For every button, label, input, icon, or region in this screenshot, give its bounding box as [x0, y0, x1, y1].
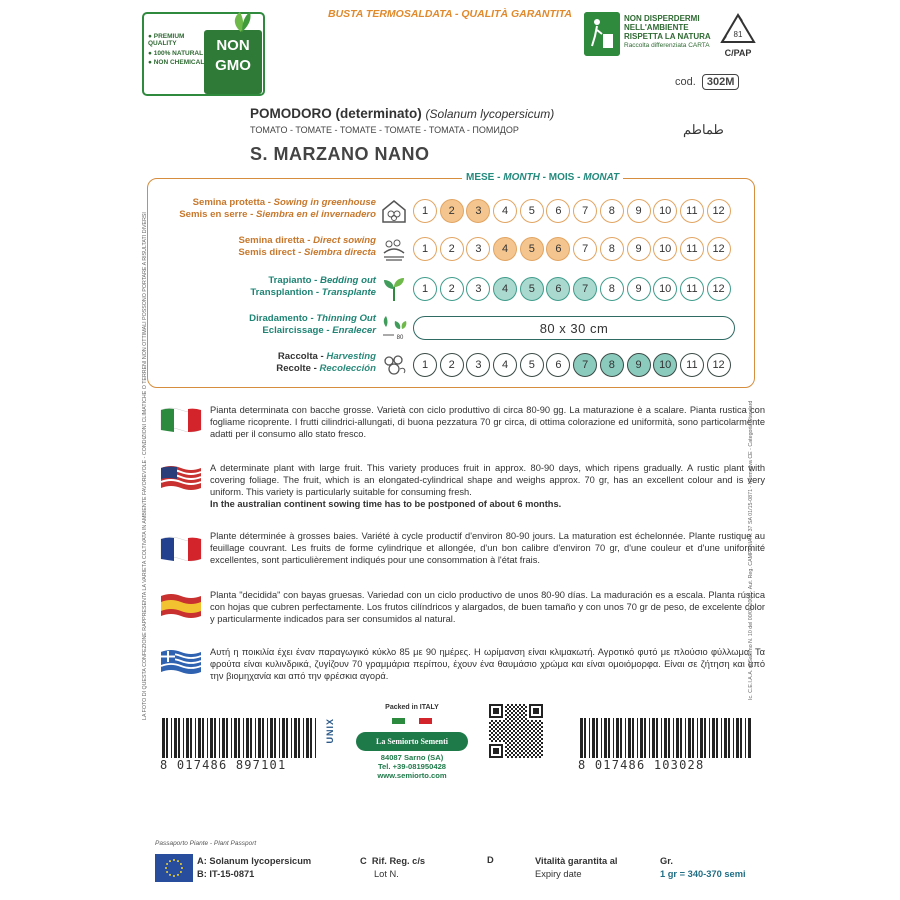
plant-passport-lines — [197, 855, 311, 880]
row-label: Semina diretta - Direct sowing Semis direct - Siembra directa — [238, 235, 376, 259]
quality-item: ● PREMIUM QUALITY — [148, 33, 185, 47]
leaf-icon — [226, 8, 256, 34]
month-4: 4 — [493, 353, 517, 377]
unix-label: UNIX — [325, 718, 335, 744]
weight-info — [660, 855, 746, 880]
month-9: 9 — [627, 277, 651, 301]
month-11: 11 — [680, 353, 704, 377]
harvest-icon — [380, 351, 408, 379]
month-5: 5 — [520, 353, 544, 377]
month-2: 2 — [440, 199, 464, 223]
recycle-text — [624, 14, 714, 49]
row-label: Semina protetta - Sowing in greenhouse Semis en serre - Siembra en el invernadero — [179, 197, 376, 221]
month-circles — [413, 199, 733, 223]
month-6: 6 — [546, 277, 570, 301]
usa-flag-icon — [159, 464, 203, 492]
month-circles — [413, 237, 733, 261]
month-9: 9 — [627, 353, 651, 377]
month-11: 11 — [680, 237, 704, 261]
svg-text:81: 81 — [733, 30, 743, 39]
month-6: 6 — [546, 199, 570, 223]
spacing-value: 80 x 30 cm — [413, 316, 735, 340]
month-12: 12 — [707, 237, 731, 261]
calendar-row-direct-sowing — [148, 233, 756, 271]
tagline: BUSTA TERMOSALDATA - QUALITÀ GARANTITA — [328, 8, 572, 20]
cod-label: cod. — [675, 76, 696, 88]
italy-flag-icon — [159, 406, 203, 434]
greece-flag-icon — [159, 648, 203, 676]
expiry-label: Expiry date — [535, 868, 582, 879]
month-5: 5 — [520, 237, 544, 261]
description-french: Plante déterminée à grosses baies. Variété à cycle productif d'environ 80-90 jours. La maturation est échelonnée. Plante rustique au feuillage couvrant. Les fruits de forme cylindrique et allongée, d'un bon calibre d'environ 70 gr, d'une couleur et d'une uniformité excellentes, sont particulièrement indiqués pour une consommation à l'état frais. — [210, 531, 765, 565]
barcode-bars — [578, 718, 753, 758]
barcode-left — [160, 718, 320, 773]
vitality-label: Vitalità garantita al — [535, 856, 618, 866]
row-label: Raccolta - Harvesting Recolte - Recolección — [276, 351, 376, 375]
spain-flag-icon — [159, 592, 203, 620]
variety-name: S. MARZANO NANO — [250, 144, 430, 164]
calendar-header: MESE - MONTH - MOIS - MONAT — [462, 172, 623, 183]
expiry-info — [535, 855, 618, 880]
month-4: 4 — [493, 199, 517, 223]
month-1: 1 — [413, 353, 437, 377]
month-2: 2 — [440, 237, 464, 261]
month-1: 1 — [413, 199, 437, 223]
sowing-calendar — [147, 172, 755, 388]
gr-value: 1 gr = 340-370 semi — [660, 868, 746, 879]
australia-note: In the australian continent sowing time has to be postponed of about 6 months. — [210, 498, 562, 509]
barcode-right-digits: 8 017486 103028 — [578, 758, 705, 772]
month-9: 9 — [627, 199, 651, 223]
barcode-bars — [160, 718, 320, 758]
cod-value: 302M — [702, 74, 740, 90]
thinning-icon — [380, 313, 408, 341]
calendar-row-harvesting — [148, 349, 756, 387]
description-english-text: A determinate plant with large fruit. This variety produces fruit in approx. 80-90 days, which ripens gradually. A rustic plant with covering foliage. The fruit, which is an elongated-cylindrical shape and weighs approx. 70 gr, has an excellent colour and is very uniform. This variety is particularly suitable for consuming fresh. — [210, 463, 765, 497]
recycle-bin-icon — [584, 12, 620, 56]
month-11: 11 — [680, 199, 704, 223]
quality-item: ● NON CHEMICAL — [148, 59, 205, 67]
product-name-text: POMODORO (determinato) — [250, 106, 422, 121]
gr-label: Gr. — [660, 856, 673, 866]
side-disclaimer: LA FOTO DI QUESTA CONFEZIONE RAPPRESENTA LA VARIETÀ COLTIVATA IN AMBIENTE FAVOREVOLE - CONDIZIONI CLIMATICHE O TERRENI NON OTTIMALI POSSONO PORTARE A RISULTATI DIVERSI — [142, 212, 148, 720]
svg-text:C/PAP: C/PAP — [724, 48, 752, 58]
product-latin: (Solanum lycopersicum) — [425, 107, 555, 121]
month-12: 12 — [707, 199, 731, 223]
lot-label: Lot N. — [374, 868, 399, 879]
month-5: 5 — [520, 199, 544, 223]
month-5: 5 — [520, 277, 544, 301]
recycle-triangle-icon — [719, 12, 757, 60]
month-7: 7 — [573, 353, 597, 377]
product-arabic: طماطم — [683, 122, 724, 137]
recycle-line-2: NELL'AMBIENTE — [624, 23, 689, 33]
italy-stripe-icon — [392, 718, 432, 724]
recycle-info — [584, 12, 759, 64]
registration-info: C Rif. Reg. c/s Lot N. — [360, 856, 426, 879]
product-name — [250, 106, 554, 121]
month-3: 3 — [466, 353, 490, 377]
product-code — [675, 74, 739, 90]
month-11: 11 — [680, 277, 704, 301]
qr-code-icon — [489, 704, 543, 758]
description-italian: Pianta determinata con bacche grosse. Varietà con ciclo produttivo di circa 80-90 gg. La maturazione è a scalare. Pianta rustica con fogliame ricoprente. I frutti cilindrici-allungati, di buona pezzatura 70 gr circa, di ottima colorazione ed uniformità, sono particolarmente adatti per il consumo allo stato fresco. — [210, 405, 765, 439]
month-7: 7 — [573, 199, 597, 223]
passport-b: B: IT-15-0871 — [197, 868, 255, 879]
calendar-row-greenhouse — [148, 195, 756, 233]
badge-line-2: GMO — [215, 57, 251, 74]
month-2: 2 — [440, 277, 464, 301]
month-3: 3 — [466, 277, 490, 301]
recycle-line-4: Raccolta differenziata CARTA — [624, 41, 710, 49]
description-greek: Αυτή η ποικιλία έχει έναν παραγωγικό κύκλο 85 με 90 ημέρες. Η ωρίμανση είναι κλιμακωτή. Αγροτικό φυτό με πλούσιο φύλλωμα. Τα φρούτα είναι κυλινδρικά, ζυγίζουν 70 γραμμάρια περίπου, έχουν ένα θαυμάσιο χρώμα και είναι ομοιόμορφα. Είναι σε ζήτηση και από την βιομηχανία και από την φρέσκια αγορά. — [210, 647, 765, 681]
calendar-row-bedding-out — [148, 273, 756, 311]
month-8: 8 — [600, 277, 624, 301]
description-english — [210, 463, 765, 511]
barcode-right — [578, 718, 753, 773]
passport-label: Passaporto Piante - Plant Passport — [155, 840, 257, 847]
company-address: 84087 Sarno (SA) Tel. +39-081950428 www.semiorto.com — [377, 753, 447, 781]
month-circles — [413, 353, 733, 377]
row-label: Diradamento - Thinning Out Eclaircissage - Enralecer — [249, 313, 376, 337]
eu-flag-icon — [155, 854, 193, 882]
seedling-icon — [380, 275, 408, 303]
seed-packet-back — [135, 0, 765, 900]
month-1: 1 — [413, 277, 437, 301]
month-2: 2 — [440, 353, 464, 377]
month-4: 4 — [493, 237, 517, 261]
month-1: 1 — [413, 237, 437, 261]
row-label: Trapianto - Bedding out Transplantion - Transplante — [250, 275, 376, 299]
month-7: 7 — [573, 237, 597, 261]
month-8: 8 — [600, 353, 624, 377]
passport-a: A: Solanum lycopersicum — [197, 856, 312, 866]
month-10: 10 — [653, 353, 677, 377]
company-logo: La Semiorto Sementi — [356, 732, 468, 751]
non-gmo-badge — [204, 30, 262, 94]
barcode-left-digits: 8 017486 897101 — [160, 758, 287, 772]
month-10: 10 — [653, 277, 677, 301]
month-circles — [413, 277, 733, 301]
month-12: 12 — [707, 277, 731, 301]
non-gmo-logo — [142, 12, 265, 96]
product-translations: TOMATO - TOMATE - TOMATE - TOMATE - TOMATA - ПОМИДОР — [250, 125, 519, 135]
month-12: 12 — [707, 353, 731, 377]
calendar-row-thinning — [148, 311, 756, 349]
month-10: 10 — [653, 199, 677, 223]
month-4: 4 — [493, 277, 517, 301]
month-8: 8 — [600, 237, 624, 261]
month-8: 8 — [600, 199, 624, 223]
side-legal: Ic. C.E.I.A.A. di Salerno N. 10 del 00/05/2007 - Aut. Reg. CAMPANIA n. 37 SA 01/15-0871 - Normativa CE - Categoria Standard — [748, 400, 754, 700]
quality-item: ● 100% NATURAL — [148, 49, 204, 57]
recycle-line-3: RISPETTA LA NATURA — [624, 32, 711, 42]
month-10: 10 — [653, 237, 677, 261]
recycle-line-1: NON DISPERDERMI — [624, 14, 700, 23]
month-3: 3 — [466, 199, 490, 223]
month-6: 6 — [546, 237, 570, 261]
packed-label: Packed in ITALY — [385, 704, 439, 711]
description-spanish: Planta "decidida" con bayas gruesas. Variedad con un ciclo productivo de unos 80-90 días. La maduración es a escala. Planta rústica con hojas que cubren perfectamente. Los frutos cilíndricos y alargados, de buen tamaño y con unos 70 gr de peso, de excelente color y particularmente indicados para ser consumidos al natural. — [210, 590, 765, 624]
quality-list — [148, 34, 206, 70]
greenhouse-icon — [380, 197, 408, 225]
packer-info — [353, 704, 471, 780]
month-6: 6 — [546, 353, 570, 377]
svg-text:80: 80 — [396, 335, 404, 341]
seeds-icon — [380, 235, 408, 263]
france-flag-icon — [159, 535, 203, 563]
badge-line-1: NON — [216, 37, 250, 54]
month-7: 7 — [573, 277, 597, 301]
month-9: 9 — [627, 237, 651, 261]
d-label: D — [487, 855, 494, 865]
month-3: 3 — [466, 237, 490, 261]
